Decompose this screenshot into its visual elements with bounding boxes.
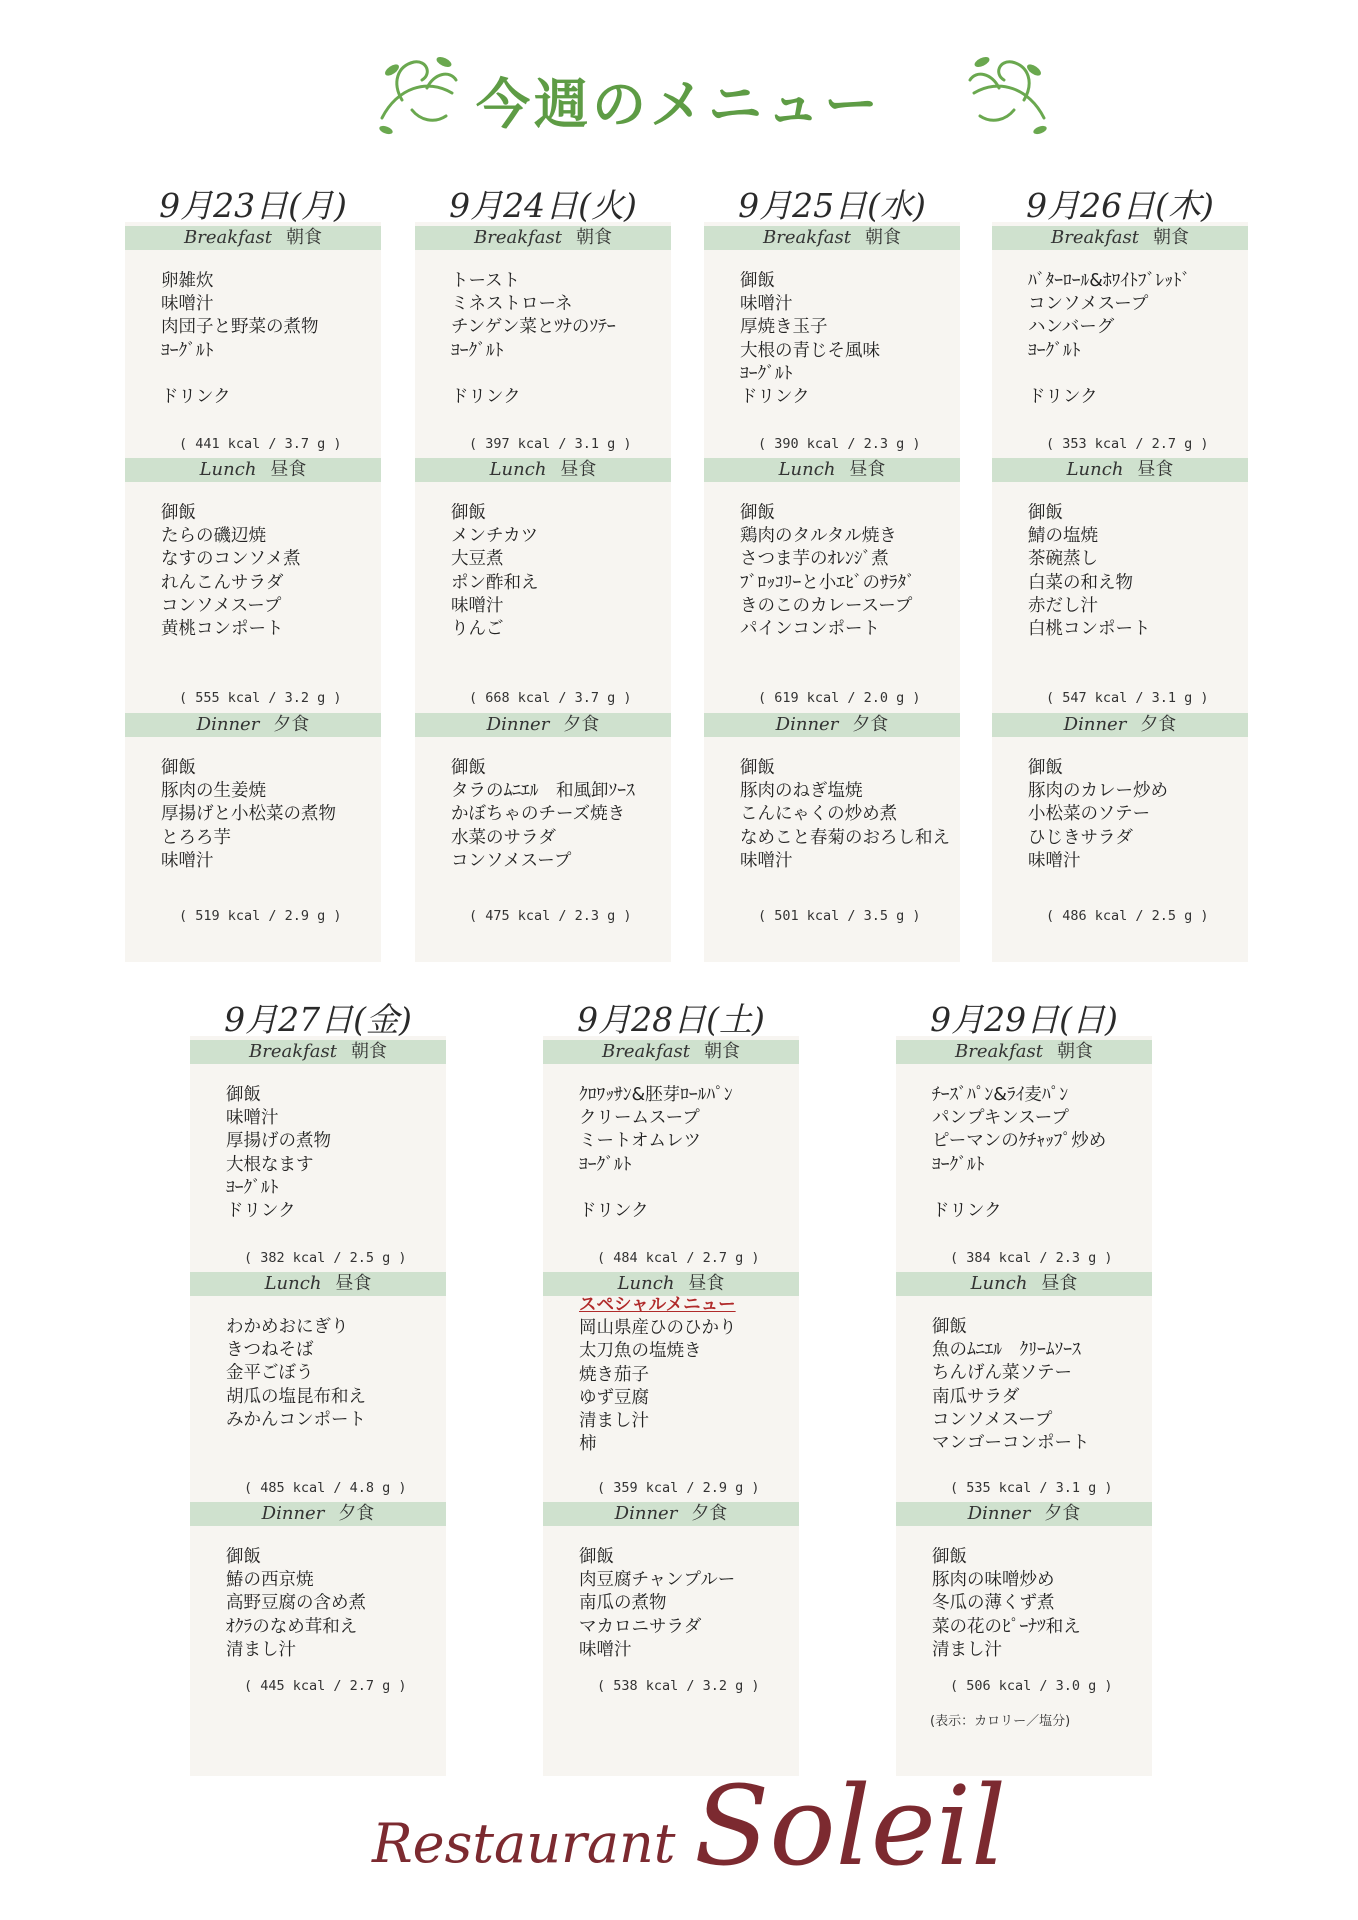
meal-label-en: Dinner [967,1503,1031,1524]
meal-label-en: Breakfast [602,1041,690,1062]
menu-items [932,1084,1152,1223]
restaurant-brand [0,1740,1358,1890]
menu-item: 水菜のサラダ [451,827,556,848]
menu-item [1028,363,1248,386]
meal-label-en: Dinner [196,714,260,735]
menu-item: きつねそば [226,1340,314,1361]
menu-item: きのこのカレースープ [740,595,913,616]
menu-item: 胡瓜の塩昆布和え [226,1386,366,1407]
calorie-salt: ( 501 kcal / 3.5 g ) [758,908,921,924]
meal-label-en: Breakfast [474,227,562,248]
meal-label-jp: 夕食 [273,714,310,735]
menu-items [579,1294,799,1456]
meal-label-en: Breakfast [249,1041,337,1062]
meal-header [543,1502,799,1526]
menu-items [579,1084,799,1223]
menu-item: コンソメスープ [932,1409,1053,1430]
menu-item: たらの磯辺焼 [161,526,266,547]
menu-item: 太刀魚の塩焼き [579,1341,702,1362]
meal-label-jp: 夕食 [338,1503,375,1524]
menu-item: 豚肉のねぎ塩焼 [740,781,863,802]
meal-label-en: Dinner [261,1503,325,1524]
menu-item: 厚揚げと小松菜の煮物 [161,804,336,825]
brand-name: Soleil [694,1762,1007,1890]
menu-item: 御飯 [451,503,486,523]
calorie-salt: ( 390 kcal / 2.3 g ) [758,436,921,452]
menu-item: コンソメスープ [161,595,282,616]
menu-item: 御飯 [226,1547,261,1567]
meal-label-en: Lunch [778,459,836,480]
menu-item: 豚肉の味噌炒め [932,1570,1055,1591]
meal-header [704,713,960,737]
meal-header [190,1040,446,1064]
calorie-salt: ( 359 kcal / 2.9 g ) [597,1480,760,1496]
calorie-salt: ( 668 kcal / 3.7 g ) [469,690,632,706]
menu-items [1028,757,1248,873]
meal-label-jp: 朝食 [865,227,901,248]
calorie-salt: ( 384 kcal / 2.3 g ) [950,1250,1113,1266]
menu-items [740,270,960,409]
menu-item: ｸﾛﾜｯｻﾝ&胚芽ﾛｰﾙﾊﾟﾝ [579,1085,733,1105]
menu-item: マカロニサラダ [579,1616,702,1637]
menu-item: ﾌﾞﾛｯｺﾘｰと小ｴﾋﾞのｻﾗﾀﾞ [740,572,915,593]
menu-item: わかめおにぎり [226,1317,349,1337]
day-date: 9月25日(水) [738,186,926,225]
meal-label-jp: 夕食 [563,714,600,735]
menu-item: パンプキンスープ [932,1108,1069,1129]
meal-label-jp: 昼食 [270,459,307,480]
menu-item: ひじきサラダ [1028,827,1133,848]
day-column [190,994,446,1784]
menu-item: 御飯 [932,1317,967,1337]
menu-item: 味噌汁 [740,294,793,315]
meal-label-en: Breakfast [1051,227,1139,248]
menu-items [226,1316,446,1432]
menu-item: 厚焼き玉子 [740,317,828,338]
meal-label-en: Lunch [199,459,257,480]
calorie-salt: ( 538 kcal / 3.2 g ) [597,1678,760,1694]
calorie-salt: ( 382 kcal / 2.5 g ) [244,1250,407,1266]
meal-label-jp: 朝食 [704,1041,740,1062]
menu-items [451,270,671,409]
calorie-salt: ( 353 kcal / 2.7 g ) [1046,436,1209,452]
menu-item: 大豆煮 [451,549,504,570]
meal-label-jp: 夕食 [852,714,889,735]
menu-item: 御飯 [451,758,486,778]
meal-label-en: Lunch [617,1273,675,1294]
menu-item: とろろ芋 [161,827,231,848]
menu-item: 肉団子と野菜の煮物 [161,317,319,338]
menu-item [579,1177,799,1200]
meal-header [896,1272,1152,1296]
menu-item: 御飯 [1028,758,1063,778]
menu-item: 大根の青じそ風味 [740,340,880,361]
menu-item: ドリンク [1028,386,1098,407]
meal-label-jp: 昼食 [849,459,886,480]
menu-item: 味噌汁 [161,850,214,871]
menu-item: 茶碗蒸し [1028,549,1098,570]
menu-item: 味噌汁 [1028,850,1081,871]
menu-item: コンソメスープ [451,850,572,871]
calorie-salt: ( 519 kcal / 2.9 g ) [179,908,342,924]
calorie-salt: ( 619 kcal / 2.0 g ) [758,690,921,706]
menu-item: ミネストローネ [451,294,573,315]
menu-item: 菜の花のﾋﾟｰﾅﾂ和え [932,1616,1081,1637]
calorie-salt: ( 445 kcal / 2.7 g ) [244,1678,407,1694]
day-date: 9月27日(金) [224,1000,412,1039]
menu-item: なすのコンソメ煮 [161,549,301,570]
menu-item: なめこと春菊のおろし和え [740,827,950,848]
menu-item: ドリンク [226,1200,296,1221]
menu-item: ドリンク [451,386,521,407]
meal-label-jp: 夕食 [691,1503,728,1524]
menu-item: 御飯 [226,1085,261,1105]
day-date: 9月28日(土) [577,1000,765,1039]
meal-label-en: Dinner [486,714,550,735]
menu-item: りんご [451,618,504,639]
menu-item: ﾖｰｸﾞﾙﾄ [161,340,214,361]
calorie-salt: ( 506 kcal / 3.0 g ) [950,1678,1113,1694]
menu-items [1028,502,1248,641]
menu-item: ﾁｰｽﾞﾊﾟﾝ&ﾗｲ麦ﾊﾟﾝ [932,1085,1069,1105]
menu-item: 御飯 [740,503,775,523]
menu-item: ﾖｰｸﾞﾙﾄ [451,340,504,361]
menu-item: 清まし汁 [932,1639,1002,1660]
menu-item: 卵雑炊 [161,271,214,291]
menu-item: ﾖｰｸﾞﾙﾄ [932,1154,985,1175]
menu-item: クリームスープ [579,1108,700,1129]
meal-label-jp: 昼食 [560,459,597,480]
meal-header [704,226,960,250]
meal-label-jp: 朝食 [286,227,322,248]
menu-items [740,502,960,641]
menu-items [226,1546,446,1662]
meal-label-jp: 昼食 [688,1273,725,1294]
menu-item: 厚揚げの煮物 [226,1131,331,1152]
menu-item: 焼き茄子 [579,1364,649,1385]
header [0,48,1358,148]
meal-header [704,458,960,482]
meal-label-jp: 朝食 [351,1041,387,1062]
calorie-salt: ( 547 kcal / 3.1 g ) [1046,690,1209,706]
menu-items [932,1546,1152,1662]
legend-note: (表示：カロリー／塩分) [930,1714,1071,1729]
menu-item: 鯖の塩焼 [1028,526,1098,547]
menu-item: コンソメスープ [1028,294,1149,315]
menu-item: 味噌汁 [226,1108,279,1129]
menu-item: さつま芋のｵﾚﾝｼﾞ煮 [740,549,889,570]
menu-items [1028,270,1248,409]
meal-header [125,713,381,737]
meal-label-jp: 昼食 [1041,1273,1078,1294]
calorie-salt: ( 486 kcal / 2.5 g ) [1046,908,1209,924]
menu-item: 白桃コンポート [1028,618,1151,639]
meal-label-jp: 昼食 [335,1273,372,1294]
menu-item: ポン酢和え [451,572,539,593]
menu-item: 御飯 [161,503,196,523]
menu-items [740,757,960,873]
brand-prefix: Restaurant [372,1812,676,1875]
meal-header [125,458,381,482]
menu-item: ちんげん菜ソテー [932,1363,1072,1384]
menu-item: ﾖｰｸﾞﾙﾄ [579,1154,632,1175]
menu-item: 黄桃コンポート [161,618,284,639]
day-column [125,180,381,970]
day-column [415,180,671,970]
calorie-salt: ( 485 kcal / 4.8 g ) [244,1480,407,1496]
menu-item [161,363,381,386]
menu-item: 冬瓜の薄くず煮 [932,1593,1055,1614]
menu-items [161,502,381,641]
meal-header [125,226,381,250]
menu-item: 豚肉の生姜焼 [161,781,266,802]
meal-header [992,458,1248,482]
menu-item: 豚肉のカレー炒め [1028,781,1168,802]
meal-label-en: Lunch [264,1273,322,1294]
menu-item: マンゴーコンポート [932,1432,1090,1453]
meal-label-jp: 昼食 [1137,459,1174,480]
meal-label-jp: 夕食 [1140,714,1177,735]
meal-label-jp: 朝食 [1057,1041,1093,1062]
menu-item: 鶏肉のタルタル焼き [740,526,897,547]
menu-item: トースト [451,271,521,291]
menu-item: ドリンク [932,1200,1002,1221]
menu-items [161,757,381,873]
menu-item: 味噌汁 [740,850,793,871]
menu-item: チンゲン菜とﾂﾅのｿﾃｰ [451,317,616,338]
meal-header [896,1040,1152,1064]
meal-label-en: Breakfast [955,1041,1043,1062]
meal-header [896,1502,1152,1526]
calorie-salt: ( 484 kcal / 2.7 g ) [597,1250,760,1266]
menu-item: ｵｸﾗのなめ茸和え [226,1616,358,1637]
menu-item: タラのﾑﾆｴﾙ 和風卸ｿｰｽ [451,781,635,802]
menu-item: 御飯 [1028,503,1063,523]
menu-item: ﾊﾞﾀｰﾛｰﾙ&ﾎﾜｲﾄﾌﾞﾚｯﾄﾞ [1028,271,1191,291]
menu-item: 肉豆腐チャンプルー [579,1570,736,1591]
meal-label-en: Dinner [775,714,839,735]
menu-item: 魚のﾑﾆｴﾙ ｸﾘｰﾑｿｰｽ [932,1340,1081,1361]
meal-header [190,1502,446,1526]
leaf-ornament-right-icon [962,48,1054,138]
day-date: 9月24日(火) [449,186,637,225]
menu-item: れんこんサラダ [161,572,284,593]
menu-item: 高野豆腐の含め煮 [226,1593,366,1614]
menu-item: 御飯 [579,1547,614,1567]
menu-item: ゆず豆腐 [579,1387,649,1408]
menu-item: 御飯 [932,1547,967,1567]
menu-item: 南瓜の煮物 [579,1593,667,1614]
menu-item: ピーマンのｹﾁｬｯﾌﾟ炒め [932,1131,1107,1152]
menu-item: 白菜の和え物 [1028,572,1133,593]
menu-item: ドリンク [579,1200,649,1221]
menu-item: 御飯 [161,758,196,778]
menu-item: こんにゃくの炒め煮 [740,804,898,825]
menu-item: メンチカツ [451,526,539,547]
meal-label-en: Breakfast [184,227,272,248]
menu-item: 柿 [579,1434,597,1455]
calorie-salt: ( 475 kcal / 2.3 g ) [469,908,632,924]
meal-header [543,1040,799,1064]
menu-item: 味噌汁 [161,294,214,315]
day-column [896,994,1152,1784]
menu-item: 小松菜のソテー [1028,804,1151,825]
day-date: 9月26日(木) [1026,186,1214,225]
menu-item: 鰆の西京焼 [226,1570,314,1591]
menu-item: 御飯 [740,758,775,778]
calorie-salt: ( 535 kcal / 3.1 g ) [950,1480,1113,1496]
menu-items [451,502,671,641]
meal-label-en: Dinner [1063,714,1127,735]
menu-item: ﾖｰｸﾞﾙﾄ [1028,340,1081,361]
calorie-salt: ( 441 kcal / 3.7 g ) [179,436,342,452]
meal-header [992,226,1248,250]
menu-item: ﾖｰｸﾞﾙﾄ [740,363,793,384]
meal-label-en: Lunch [1066,459,1124,480]
page-title: 今週のメニュー [476,73,882,136]
meal-label-en: Lunch [970,1273,1028,1294]
meal-header [415,458,671,482]
meal-label-en: Dinner [614,1503,678,1524]
menu-item: 赤だし汁 [1028,595,1098,616]
menu-items [451,757,671,873]
day-date: 9月23日(月) [159,186,347,225]
meal-header [190,1272,446,1296]
day-column [704,180,960,970]
meal-header [543,1272,799,1296]
menu-items [226,1084,446,1223]
day-column [992,180,1248,970]
meal-label-en: Lunch [489,459,547,480]
menu-item [451,363,671,386]
calorie-salt: ( 555 kcal / 3.2 g ) [179,690,342,706]
menu-items [161,270,381,409]
menu-items [932,1316,1152,1455]
meal-header [415,226,671,250]
menu-item: 御飯 [740,271,775,291]
menu-item: 味噌汁 [579,1639,632,1660]
menu-item [932,1177,1152,1200]
menu-item: かぼちゃのチーズ焼き [451,804,626,825]
meal-label-jp: 朝食 [1153,227,1189,248]
menu-item: ドリンク [740,386,810,407]
special-menu-label: スペシャルメニュー [579,1295,736,1315]
menu-item: 味噌汁 [451,595,504,616]
menu-item: ﾖｰｸﾞﾙﾄ [226,1177,279,1198]
menu-item: 南瓜サラダ [932,1386,1020,1407]
meal-label-jp: 夕食 [1044,1503,1081,1524]
menu-item: 金平ごぼう [226,1363,314,1384]
menu-item: ドリンク [161,386,231,407]
menu-item: パインコンポート [740,618,880,639]
menu-item: 大根なます [226,1154,314,1175]
menu-item: みかんコンポート [226,1409,366,1430]
meal-header [415,713,671,737]
menu-item: ハンバーグ [1028,317,1115,338]
meal-header [992,713,1248,737]
menu-item: 清まし汁 [579,1410,649,1431]
calorie-salt: ( 397 kcal / 3.1 g ) [469,436,632,452]
day-date: 9月29日(日) [930,1000,1118,1039]
meal-label-jp: 朝食 [576,227,612,248]
menu-items [579,1546,799,1662]
menu-item: 岡山県産ひのひかり [579,1318,737,1339]
menu-item: 清まし汁 [226,1639,296,1660]
menu-item: ミートオムレツ [579,1131,701,1152]
day-column [543,994,799,1784]
meal-label-en: Breakfast [763,227,851,248]
